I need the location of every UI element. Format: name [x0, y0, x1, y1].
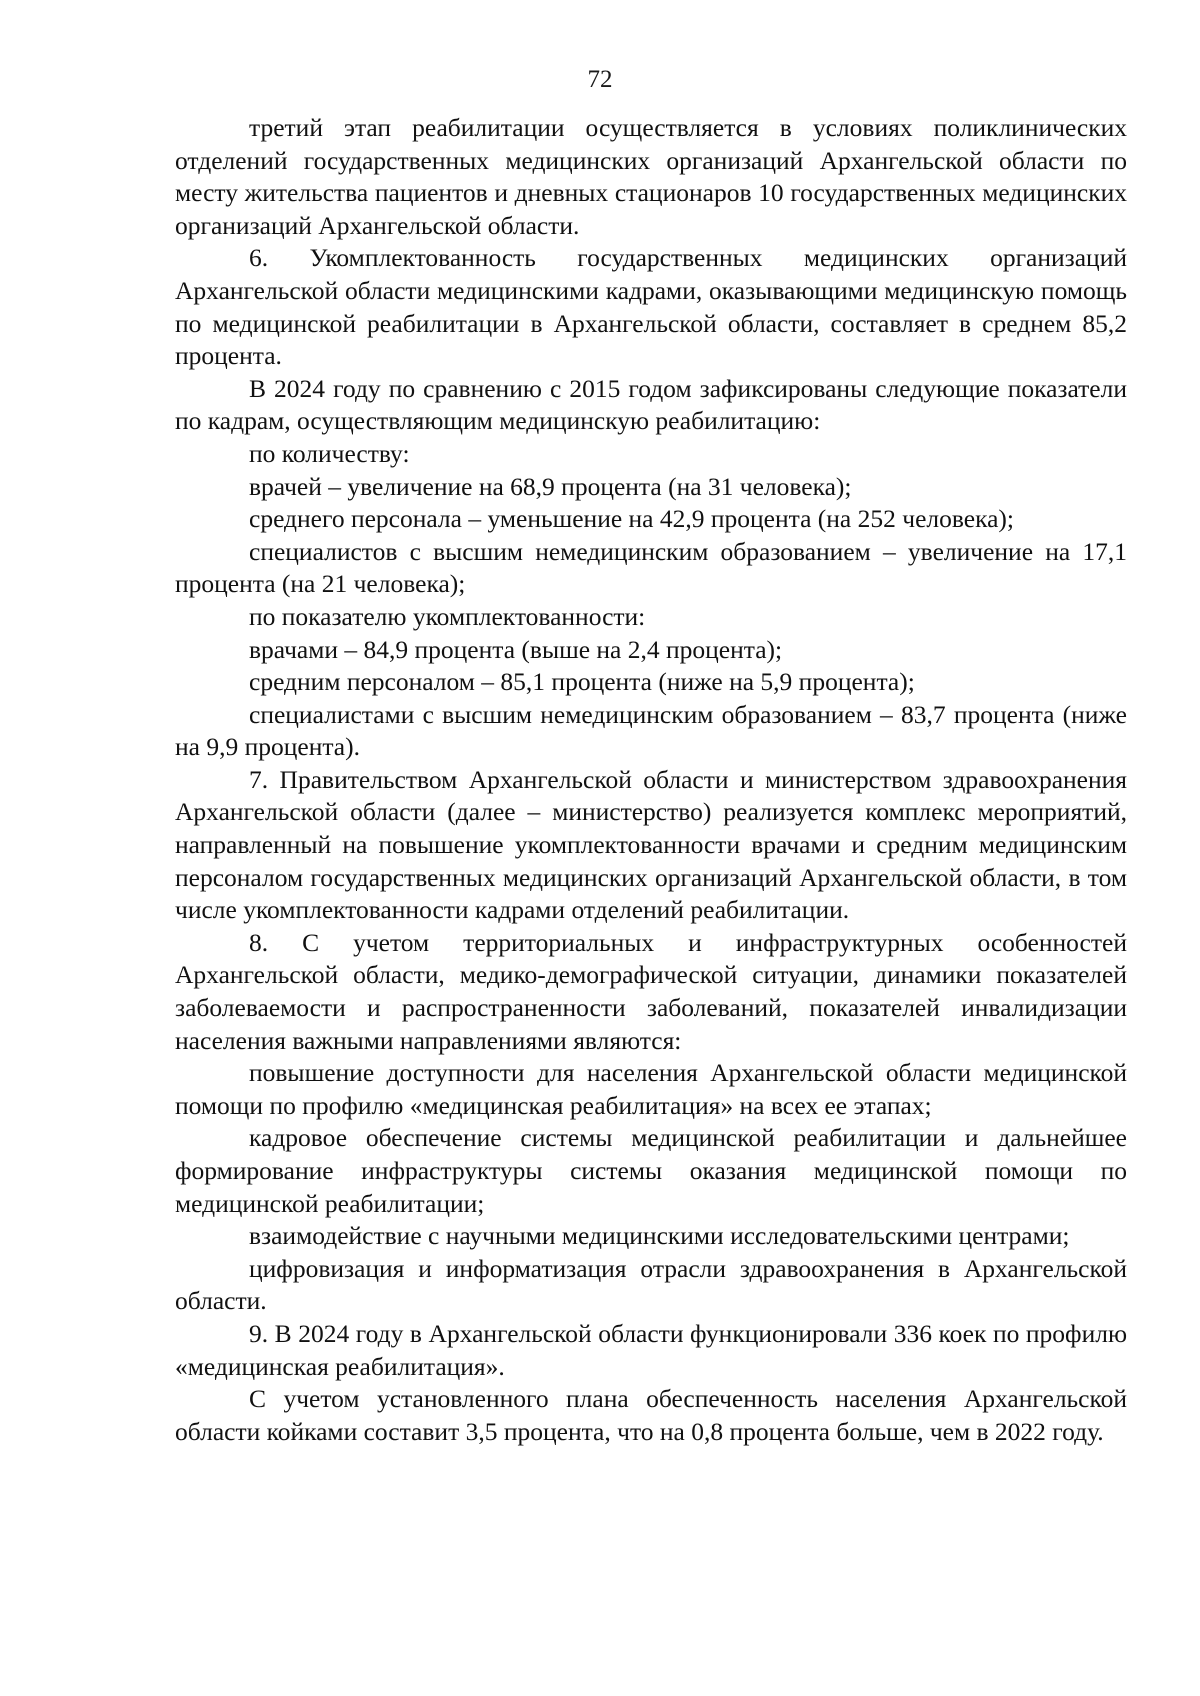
paragraph-beds-plan: С учетом установленного плана обеспеченность населения Архангельской области койками составит 3,5 процента, что на 0,8 процента больше, чем в 2022 году. — [175, 1384, 1127, 1446]
direction-interaction: взаимодействие с научными медицинскими исследовательскими центрами; — [249, 1221, 1070, 1251]
direction-digitalization: цифровизация и информатизация отрасли здравоохранения в Архангельской области. — [175, 1253, 1127, 1316]
list-heading-staffing-rate: по показателю укомплектованности: — [249, 601, 646, 631]
list-item-doctors-quantity: врачей – увеличение на 68,9 процента (на 31 человека); — [249, 471, 852, 501]
list-item-doctors-rate: врачами – 84,9 процента (выше на 2,4 процента); — [249, 634, 783, 664]
paragraph-6-staffing: 6. Укомплектованность государственных медицинских организаций Архангельской области медицинскими кадрами, оказывающими медицинскую помощь по медицинской реабилитации в Архангельской области, составляет в среднем 85,2 процента. — [175, 243, 1127, 371]
list-heading-quantity: по количеству: — [249, 438, 410, 468]
paragraph-2024-comparison: В 2024 году по сравнению с 2015 годом зафиксированы следующие показатели по кадрам, осуществляющим медицинскую реабилитацию: — [175, 373, 1127, 436]
paragraph-stage-three: третий этап реабилитации осуществляется в условиях поликлинических отделений государственных медицинских организаций Архангельской области по месту жительства пациентов и дневных стационаров 10 государственных медицинских организаций Архангельской области. — [175, 113, 1127, 240]
list-item-mid-staff-rate: средним персоналом – 85,1 процента (ниже на 5,9 процента); — [249, 667, 915, 697]
paragraph-8-directions: 8. С учетом территориальных и инфраструктурных особенностей Архангельской области, медико-демографической ситуации, динамики показателей заболеваемости и распространенности заболеваний, показателей инвалидизации населения важными направлениями являются: — [175, 927, 1127, 1055]
list-item-specialists-quantity: специалистов с высшим немедицинским образованием – увеличение на 17,1 процента (на 21 человека); — [175, 536, 1127, 599]
direction-accessibility: повышение доступности для населения Архангельской области медицинской помощи по профилю «медицинская реабилитация» на всех ее этапах; — [175, 1058, 1127, 1120]
direction-staffing: кадровое обеспечение системы медицинской реабилитации и дальнейшее формирование инфраструктуры системы оказания медицинской помощи по медицинской реабилитации; — [175, 1123, 1127, 1218]
list-item-mid-staff-quantity: среднего персонала – уменьшение на 42,9 процента (на 252 человека); — [249, 504, 1014, 534]
list-item-specialists-rate: специалистами с высшим немедицинским образованием – 83,7 процента (ниже на 9,9 процента). — [175, 699, 1127, 762]
body-text — [175, 112, 1127, 1448]
paragraph-9-beds: 9. В 2024 году в Архангельской области функционировали 336 коек по профилю «медицинская реабилитация». — [175, 1318, 1127, 1381]
paragraph-7-government: 7. Правительством Архангельской области и министерством здравоохранения Архангельской области (далее – министерство) реализуется комплекс мероприятий, направленный на повышение укомплектованности врачами и средним медицинским персоналом государственных медицинских организаций Архангельской области, в том числе укомплектованности кадрами отделений реабилитации. — [175, 764, 1127, 925]
page-number: 72 — [587, 66, 613, 93]
